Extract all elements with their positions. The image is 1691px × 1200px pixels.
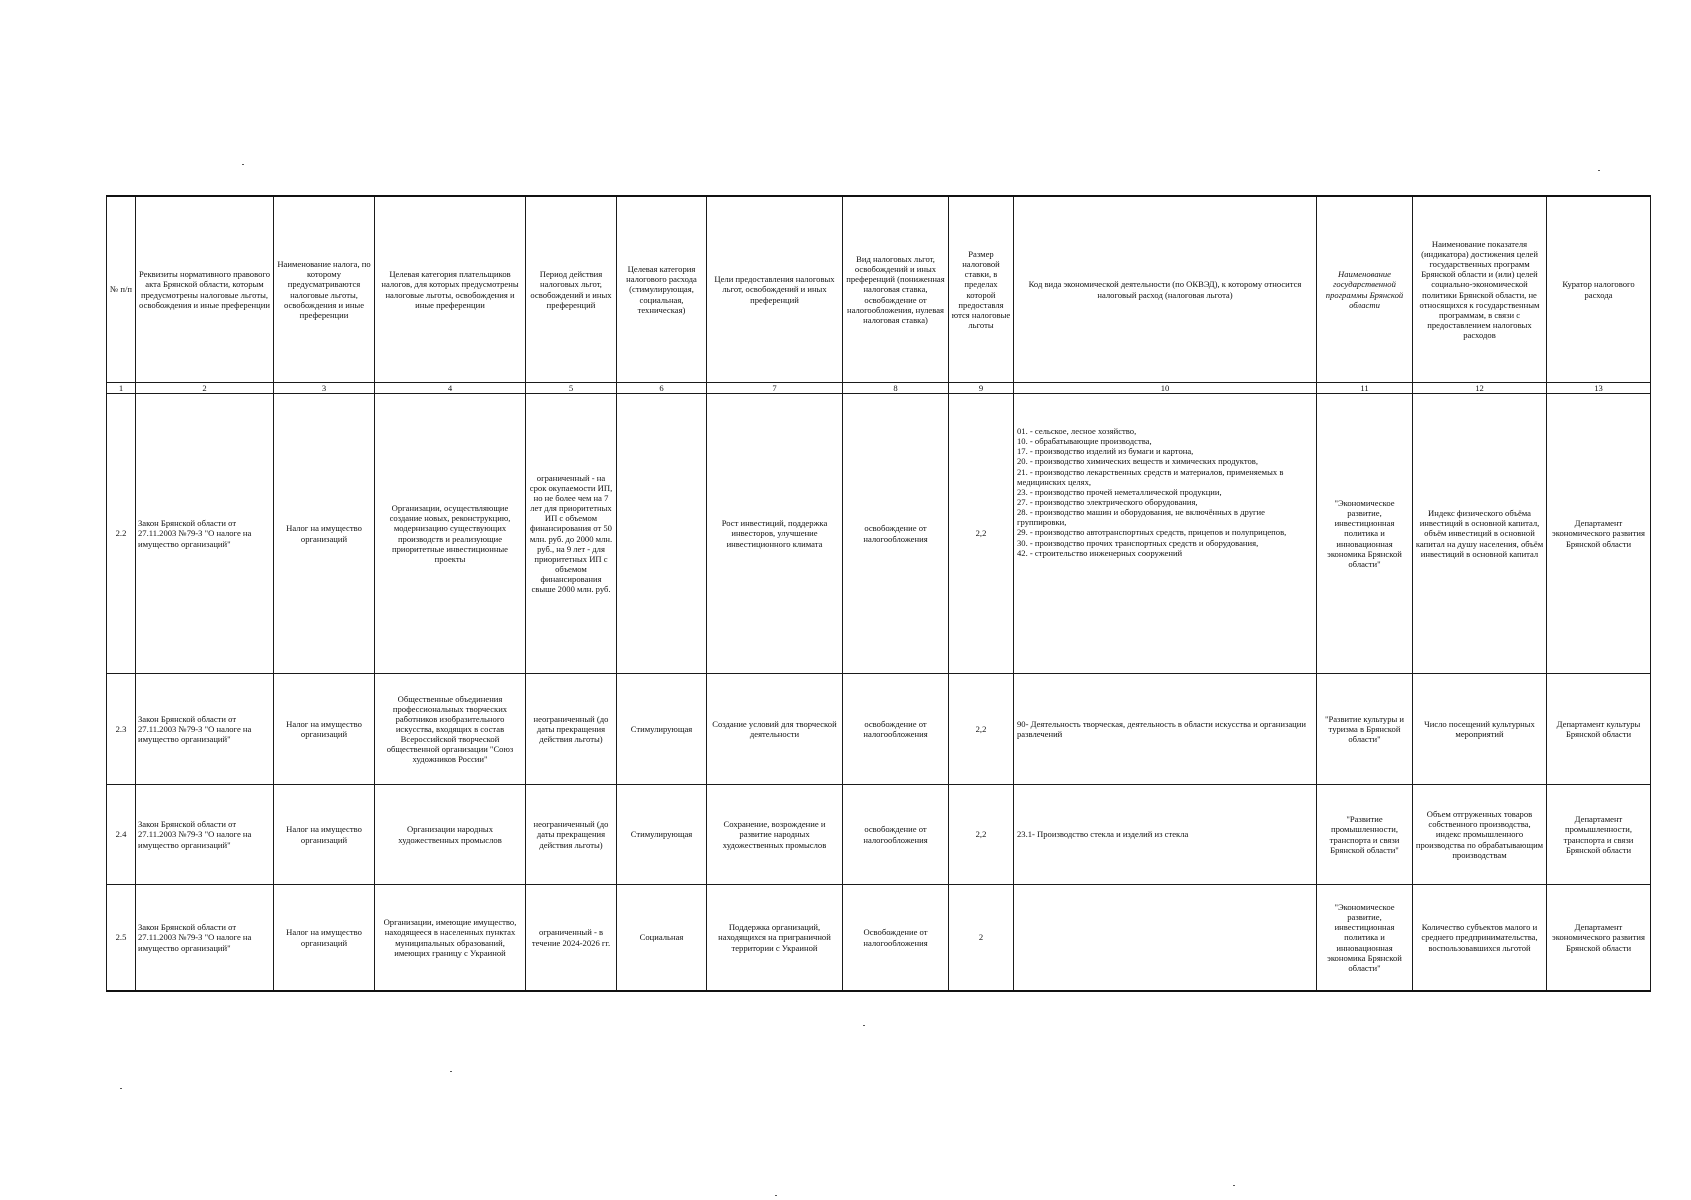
scan-speck bbox=[1598, 170, 1600, 171]
scan-speck bbox=[242, 164, 244, 165]
column-number: 13 bbox=[1547, 383, 1651, 394]
row-state-program: "Экономическое развитие, инвестиционная политика и инновационная экономика Брянской области" bbox=[1317, 394, 1413, 674]
header-tax-rate: Размер налоговой ставки, в пределах которой предоставля ются налоговые льготы bbox=[949, 196, 1014, 383]
row-indicator: Индекс физического объёма инвестиций в основной капитал, объём инвестиций в основной капитал на душу населения, объём инвестиций в основной капитал bbox=[1413, 394, 1547, 674]
row-number: 2.4 bbox=[107, 785, 136, 885]
table-row bbox=[107, 785, 1651, 885]
okved-code-line: 21. - производство лекарственных средств и материалов, применяемых в медицинских целях, bbox=[1017, 466, 1284, 487]
scan-speck bbox=[863, 1025, 865, 1026]
row-period: неограниченный (до даты прекращения действия льготы) bbox=[526, 674, 617, 785]
row-indicator: Количество субъектов малого и среднего предпринимательства, воспользовавшихся льготой bbox=[1413, 885, 1547, 992]
row-curator: Департамент промышленности, транспорта и связи Брянской области bbox=[1547, 785, 1651, 885]
row-goals: Сохранение, возрождение и развитие народных художественных промыслов bbox=[707, 785, 843, 885]
column-number: 9 bbox=[949, 383, 1014, 394]
header-state-program: Наименование государственной программы Брянской области bbox=[1317, 196, 1413, 383]
table-row bbox=[107, 885, 1651, 992]
row-curator: Департамент экономического развития Брянской области bbox=[1547, 885, 1651, 992]
header-indicator: Наименование показателя (индикатора) достижения целей государственных программ Брянской области и (или) целей социально-экономической политики Брянской области, не относящихся к государственным программам, в связи с предоставлением налоговых расходов bbox=[1413, 196, 1547, 383]
okved-code-line: 27. - производство электрического оборудования, bbox=[1017, 496, 1198, 507]
column-number: 12 bbox=[1413, 383, 1547, 394]
column-number: 2 bbox=[136, 383, 274, 394]
row-target-category bbox=[617, 394, 707, 674]
okved-code-line: 28. - производство машин и оборудования, не включённых в другие группировки, bbox=[1017, 507, 1265, 528]
row-tax-rate: 2,2 bbox=[949, 674, 1014, 785]
row-target-category: Стимулирующая bbox=[617, 785, 707, 885]
scan-speck bbox=[450, 1071, 452, 1072]
column-number: 8 bbox=[843, 383, 949, 394]
scan-speck bbox=[1233, 1185, 1235, 1186]
header-target-category: Целевая категория налогового расхода (стимулирующая, социальная, техническая) bbox=[617, 196, 707, 383]
column-number: 3 bbox=[274, 383, 375, 394]
row-benefit-kind: освобождение от налогообложения bbox=[843, 674, 949, 785]
row-number: 2.3 bbox=[107, 674, 136, 785]
row-goals: Поддержка организаций, находящихся на приграничной территории с Украиной bbox=[707, 885, 843, 992]
row-tax-rate: 2,2 bbox=[949, 785, 1014, 885]
column-number: 1 bbox=[107, 383, 136, 394]
header-tax-name: Наименование налога, по которому предусматриваются налоговые льготы, освобождения и иные преференции bbox=[274, 196, 375, 383]
header-period: Период действия налоговых льгот, освобождений и иных преференций bbox=[526, 196, 617, 383]
table-header-row bbox=[107, 196, 1651, 383]
okved-code-line: 23. - производство прочей неметаллической продукции, bbox=[1017, 486, 1222, 497]
row-tax-rate: 2,2 bbox=[949, 394, 1014, 674]
row-payer-category: Общественные объединения профессиональных творческих работников изобразительного искусства, входящих в состав Всероссийской творческой общественной организации "Союз художников России" bbox=[375, 674, 526, 785]
column-number: 6 bbox=[617, 383, 707, 394]
column-number: 11 bbox=[1317, 383, 1413, 394]
table-row bbox=[107, 674, 1651, 785]
header-goals: Цели предоставления налоговых льгот, освобождений и иных преференций bbox=[707, 196, 843, 383]
header-number: № п/п bbox=[107, 196, 136, 383]
row-curator: Департамент экономического развития Брянской области bbox=[1547, 394, 1651, 674]
header-okved-code: Код вида экономической деятельности (по ОКВЭД), к которому относится налоговый расход (налоговая льгота) bbox=[1014, 196, 1317, 383]
row-state-program: "Развитие культуры и туризма в Брянской области" bbox=[1317, 674, 1413, 785]
row-tax-name: Налог на имущество организаций bbox=[274, 394, 375, 674]
row-tax-name: Налог на имущество организаций bbox=[274, 785, 375, 885]
row-state-program: "Развитие промышленности, транспорта и связи Брянской области" bbox=[1317, 785, 1413, 885]
okved-code-line: 30. - производство прочих транспортных средств и оборудования, bbox=[1017, 537, 1259, 548]
column-number: 5 bbox=[526, 383, 617, 394]
okved-code-line: 10. - обрабатывающие производства, bbox=[1017, 436, 1152, 447]
column-number: 10 bbox=[1014, 383, 1317, 394]
tax-expenditure-table bbox=[106, 195, 1651, 992]
header-benefit-kind: Вид налоговых льгот, освобождений и иных преференций (пониженная налоговая ставка, освобождение от налогообложения, нулевая налоговая ставка) bbox=[843, 196, 949, 383]
row-okved-codes bbox=[1014, 674, 1317, 785]
row-legal-act: Закон Брянской области от 27.11.2003 №79-З "О налоге на имущество организаций" bbox=[136, 674, 274, 785]
row-okved-codes bbox=[1014, 394, 1317, 674]
row-period: ограниченный - на срок окупаемости ИП, но не более чем на 7 лет для приоритетных ИП с объемом финансирования от 50 млн. руб. до 2000 млн. руб., на 9 лет - для приоритетных ИП с объемом финансирования свыше 2000 млн. руб. bbox=[526, 394, 617, 674]
row-benefit-kind: освобождение от налогообложения bbox=[843, 394, 949, 674]
column-number: 4 bbox=[375, 383, 526, 394]
row-payer-category: Организации, имеющие имущество, находящееся в населенных пунктах муниципальных образований, имеющих границу с Украиной bbox=[375, 885, 526, 992]
row-payer-category: Организации народных художественных промыслов bbox=[375, 785, 526, 885]
row-okved-codes bbox=[1014, 785, 1317, 885]
row-number: 2.2 bbox=[107, 394, 136, 674]
row-okved-codes bbox=[1014, 885, 1317, 992]
row-goals: Создание условий для творческой деятельности bbox=[707, 674, 843, 785]
column-number: 7 bbox=[707, 383, 843, 394]
okved-code-line: 23.1- Производство стекла и изделий из стекла bbox=[1017, 829, 1189, 840]
scan-speck bbox=[120, 1088, 122, 1089]
row-tax-name: Налог на имущество организаций bbox=[274, 885, 375, 992]
row-legal-act: Закон Брянской области от 27.11.2003 №79-З "О налоге на имущество организаций" bbox=[136, 394, 274, 674]
row-goals: Рост инвестиций, поддержка инвесторов, улучшение инвестиционного климата bbox=[707, 394, 843, 674]
column-number-row bbox=[107, 383, 1651, 394]
row-payer-category: Организации, осуществляющие создание новых, реконструкцию, модернизацию существующих производств и реализующие приоритетные инвестиционные проекты bbox=[375, 394, 526, 674]
okved-code-line: 01. - сельское, лесное хозяйство, bbox=[1017, 426, 1137, 436]
okved-code-line: 29. - производство автотранспортных средств, прицепов и полуприцепов, bbox=[1017, 527, 1287, 538]
row-tax-rate: 2 bbox=[949, 885, 1014, 992]
header-payer-category: Целевая категория плательщиков налогов, для которых предусмотрены налоговые льготы, освобождения и иные преференции bbox=[375, 196, 526, 383]
row-legal-act: Закон Брянской области от 27.11.2003 №79-З "О налоге на имущество организаций" bbox=[136, 885, 274, 992]
header-legal-act: Реквизиты нормативного правового акта Брянской области, которым предусмотрены налоговые льготы, освобождения и иные преференции bbox=[136, 196, 274, 383]
row-benefit-kind: Освобождение от налогообложения bbox=[843, 885, 949, 992]
table-row bbox=[107, 394, 1651, 674]
row-period: ограниченный - в течение 2024-2026 гг. bbox=[526, 885, 617, 992]
row-tax-name: Налог на имущество организаций bbox=[274, 674, 375, 785]
row-curator: Департамент культуры Брянской области bbox=[1547, 674, 1651, 785]
row-target-category: Стимулирующая bbox=[617, 674, 707, 785]
row-number: 2.5 bbox=[107, 885, 136, 992]
okved-code-line: 20. - производство химических веществ и химических продуктов, bbox=[1017, 456, 1258, 467]
header-curator: Куратор налогового расхода bbox=[1547, 196, 1651, 383]
row-indicator: Объем отгруженных товаров собственного производства, индекс промышленного производства по обрабатывающим производствам bbox=[1413, 785, 1547, 885]
row-indicator: Число посещений культурных мероприятий bbox=[1413, 674, 1547, 785]
row-legal-act: Закон Брянской области от 27.11.2003 №79-З "О налоге на имущество организаций" bbox=[136, 785, 274, 885]
okved-code-line: 42. - строительство инженерных сооружений bbox=[1017, 547, 1183, 558]
scan-speck bbox=[775, 1195, 777, 1196]
row-target-category: Социальная bbox=[617, 885, 707, 992]
row-benefit-kind: освобождение от налогообложения bbox=[843, 785, 949, 885]
row-state-program: "Экономическое развитие, инвестиционная политика и инновационная экономика Брянской области" bbox=[1317, 885, 1413, 992]
row-period: неограниченный (до даты прекращения действия льготы) bbox=[526, 785, 617, 885]
okved-code-line: 90- Деятельность творческая, деятельность в области искусства и организации развлечений bbox=[1017, 718, 1306, 739]
okved-code-line: 17. - производство изделий из бумаги и картона, bbox=[1017, 446, 1194, 457]
